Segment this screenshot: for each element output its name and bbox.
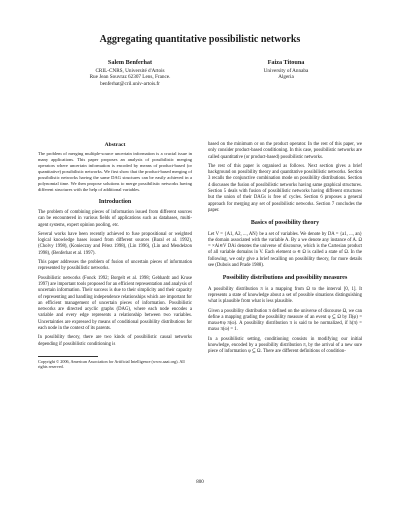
paragraph: The rest of this paper is organised as follows. Next section gives a brief background on possibility theory and quantitative possibilistic networks. Section 3 recalls the conjunctive combination mode on possibility distributions. Section 4 discusses the fusion of possibilistic networks having same graphical structures. Section 5 deals with fusion of possibilistic networks having different structures but the union of their DAGs is free of cycles. Section 6 proposes a general approach for merging any set of possibilistic networks. Section 7 concludes the paper. xyxy=(208,163,362,213)
copyright-notice: Copyright © 2006, American Association for Artificial Intelligence (www.aaai.org). All rights reserved. xyxy=(38,358,185,370)
paragraph: This paper addresses the problem of fusion of uncertain pieces of information represented by possibilistic networks. xyxy=(38,260,192,272)
author-address: Rue Jean Souvraz 62307 Lens, France. xyxy=(89,74,171,81)
paragraph: In a possibilistic setting, conditioning consists in modifying our initial knowledge, encoded by a possibility distribution π, by the arrival of a new sure piece of information φ ⊆ Ω. There are different definitions of condition- xyxy=(208,336,362,355)
author-email: benferhat@cril.univ-artois.fr xyxy=(100,80,160,87)
author-block-2 xyxy=(206,60,366,81)
section-heading-introduction: Introduction xyxy=(98,198,132,205)
paragraph: Given a possibility distribution π defined on the universe of discourse Ω, we can define a mapping grading the possibility measure of an event φ ⊆ Ω by Π(φ) = maxω∈φ π(ω). A possibility distribution π is said to be normalized, if h(π) = maxω π(ω) = 1. xyxy=(208,308,362,333)
abstract-heading: Abstract xyxy=(104,142,126,148)
paragraph: The problem of combining pieces of information issued from different sources can be encountered in various fields of applications such as databases, multi-agent systems, expert opinion pooling, etc. xyxy=(38,209,192,228)
footnote-rule xyxy=(38,356,98,357)
paragraph: Several works have been recently achieved to fuse propositional or weighted logical knowledge bases issued from different sources (Baral et al. 1992),(Cholvy 1998), (Konieczny and Pérez 1998), (Lin 1996), (Lin and Mendelzon 1998), (Benferhat et al. 1997). xyxy=(38,231,192,256)
section-heading-distributions: Possibility distributions and possibility measures xyxy=(222,275,348,282)
author-address: Algeria xyxy=(278,74,294,81)
abstract xyxy=(38,151,192,192)
paragraph: Let V = {A1, A2, ..., AN} be a set of variables. We denote by DA = {a1, ..., an} the domain associated with the variable A. By a we denote any instance of A. Ω = ×Ai∈V DAi denotes the universe of discourse, which is the Cartesian product of all variable domains in V. Each element ω ∈ Ω is called a state of Ω. In the following, we only give a brief recalling on possibility theory, for more details see (Dubois and Prade 1988). xyxy=(208,231,362,269)
author-name: Faiza Titouna xyxy=(267,59,305,66)
author-name: Salem Benferhat xyxy=(107,59,153,66)
paragraph: In possibility theory, there are two kinds of possibilistic causal networks depending if possibilistic conditioning is xyxy=(38,335,192,347)
author-affiliation: CRIL-CNRS, Université d'Artois xyxy=(95,67,165,74)
left-column xyxy=(38,142,192,370)
author-block-1 xyxy=(50,60,210,87)
section-heading-basics: Basics of possibility theory xyxy=(250,220,320,227)
paper-title: Aggregating quantitative possibilistic networks xyxy=(99,34,301,45)
right-column xyxy=(208,142,362,359)
paragraph: based on the minimum or on the product operator. In the rest of this paper, we only consider product-based conditioning. In this case, possibilistic networks are called quantitative (or product-based) possibilistic networks. xyxy=(208,142,362,160)
abstract-text: The problem of merging multiple-source uncertain information is a crucial issue in many applications. This paper proposes an analysis of possibilistic merging operators where uncertain information is encoded by means of product-based (or quantitative) possibilistic networks. We first show that the product-based merging of possibilistic networks having the same DAG structures can be easily achieved in a polynomial time. We then propose solutions to merge possibilistic networks having different structures with the help of additional variables. xyxy=(38,151,192,192)
paragraph: Possibilistic networks (Fonck 1992; Borgelt et al. 1998; Gebhardt and Kruse 1997) are important tools proposed for an efficient representation and analysis of uncertain information. Their success is due to their simplicity and their capacity of representing and handling independence relationships which are important for an efficient management of uncertain pieces of information. Possibilistic networks are directed acyclic graphs (DAG), where each node encodes a variable and every edge represents a relationship between two variables. Uncertainties are expressed by means of conditional possibility distributions for each node in the context of its parents. xyxy=(38,275,192,331)
paragraph: A possibility distribution π is a mapping from Ω to the interval [0, 1]. It represents a state of knowledge about a set of possible situations distinguishing what is plausible from what is less plausible. xyxy=(208,286,362,305)
author-affiliation: University of Annaba xyxy=(263,67,309,74)
page-number: 800 xyxy=(196,480,204,485)
